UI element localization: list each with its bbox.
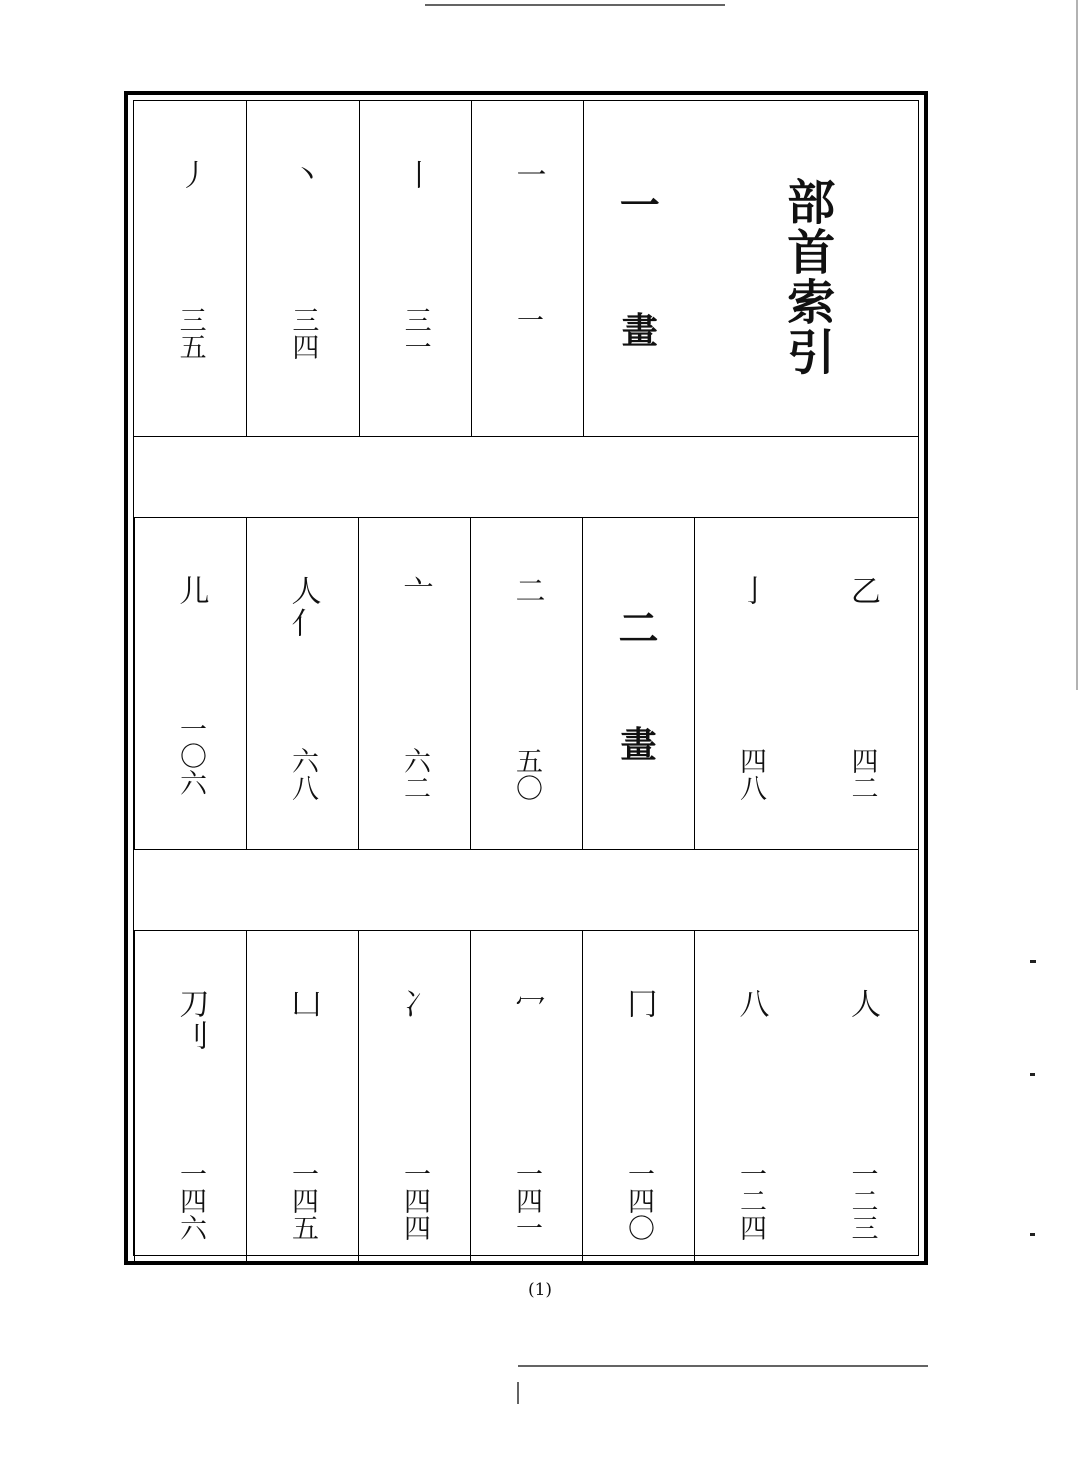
radical-char: 一 bbox=[510, 159, 546, 191]
page-ref: 三五 bbox=[174, 306, 206, 360]
page-number: (1) bbox=[527, 1280, 553, 1300]
radical-char: 亠 bbox=[397, 575, 433, 607]
radical-entry[interactable] bbox=[470, 930, 582, 1261]
page-ref: 六八 bbox=[287, 747, 319, 801]
radical-char: 冂 bbox=[621, 988, 657, 1020]
scan-artifact-top-line bbox=[425, 4, 725, 6]
index-row-two-stroke bbox=[134, 517, 918, 849]
page-ref: 五〇 bbox=[511, 747, 543, 801]
radical-char: 丶 bbox=[285, 159, 321, 191]
row-separator bbox=[134, 849, 918, 931]
radical-entry[interactable] bbox=[471, 101, 583, 436]
stroke-count-label: 二 bbox=[618, 605, 659, 652]
radical-entry[interactable] bbox=[134, 101, 246, 436]
scan-artifact-dot bbox=[1030, 1073, 1035, 1076]
radical-char: 二 bbox=[509, 575, 545, 607]
index-row-continued bbox=[134, 930, 918, 1261]
stroke-heading-cell bbox=[583, 101, 695, 436]
radical-char: 八 bbox=[733, 988, 769, 1020]
radical-char: 冫 bbox=[397, 988, 433, 1020]
radical-entry[interactable] bbox=[470, 517, 582, 849]
page-ref: 一〇六 bbox=[175, 715, 207, 796]
page-ref: 三一 bbox=[399, 306, 431, 360]
page-ref: 六二 bbox=[399, 747, 431, 801]
page-ref: 一四四 bbox=[399, 1160, 431, 1241]
page-ref: 四八 bbox=[735, 747, 767, 801]
radical-char: 人亻 bbox=[285, 575, 321, 639]
radical-entry[interactable] bbox=[358, 930, 470, 1261]
radical-entry[interactable] bbox=[694, 517, 806, 849]
radical-entry[interactable] bbox=[134, 930, 246, 1261]
page-ref: 一四五 bbox=[287, 1160, 319, 1241]
radical-char: 亅 bbox=[733, 575, 769, 607]
stroke-count-label: 一 bbox=[619, 182, 660, 229]
index-row-one-stroke bbox=[134, 101, 918, 436]
radical-entry[interactable] bbox=[582, 930, 694, 1261]
radical-index-frame bbox=[124, 91, 928, 1265]
scan-artifact-right-edge bbox=[1076, 0, 1078, 690]
radical-entry[interactable] bbox=[806, 930, 918, 1261]
stroke-label: 畫 bbox=[620, 724, 657, 766]
radical-entry[interactable] bbox=[359, 101, 471, 436]
radical-char: 人 bbox=[845, 988, 880, 1020]
page-ref: 一二四 bbox=[735, 1160, 767, 1241]
radical-index-table bbox=[133, 100, 919, 1256]
page-ref: 一四六 bbox=[175, 1160, 207, 1241]
scan-artifact-bottom-line bbox=[518, 1365, 928, 1367]
stroke-label: 畫 bbox=[621, 310, 658, 352]
index-title: 部首索引 bbox=[778, 177, 835, 377]
radical-char: 凵 bbox=[285, 988, 321, 1020]
radical-entry[interactable] bbox=[806, 517, 918, 849]
stroke-heading-cell bbox=[582, 517, 694, 849]
radical-char: 乙 bbox=[845, 575, 880, 607]
page-ref: 一 bbox=[511, 306, 543, 333]
radical-char: 儿 bbox=[173, 575, 209, 607]
scan-artifact-dot bbox=[1030, 1233, 1035, 1236]
title-cell bbox=[695, 101, 918, 436]
radical-char: 冖 bbox=[509, 988, 545, 1020]
radical-entry[interactable] bbox=[358, 517, 470, 849]
radical-entry[interactable] bbox=[246, 517, 358, 849]
radical-char: 丿 bbox=[173, 159, 209, 191]
row-separator bbox=[134, 436, 918, 518]
page-ref: 三四 bbox=[287, 306, 319, 360]
radical-char: 丨 bbox=[398, 159, 434, 191]
page-ref: 一四一 bbox=[511, 1160, 543, 1241]
radical-entry[interactable] bbox=[134, 517, 246, 849]
radical-char: 刀刂 bbox=[173, 988, 209, 1052]
radical-entry[interactable] bbox=[246, 101, 358, 436]
scan-artifact-dot bbox=[1030, 960, 1036, 963]
radical-entry[interactable] bbox=[694, 930, 806, 1261]
page-ref: 四二 bbox=[846, 747, 878, 801]
scan-artifact-bottom-tick bbox=[517, 1382, 519, 1404]
page-ref: 一四〇 bbox=[623, 1160, 655, 1241]
radical-entry[interactable] bbox=[246, 930, 358, 1261]
page-ref: 一二三 bbox=[846, 1160, 878, 1241]
